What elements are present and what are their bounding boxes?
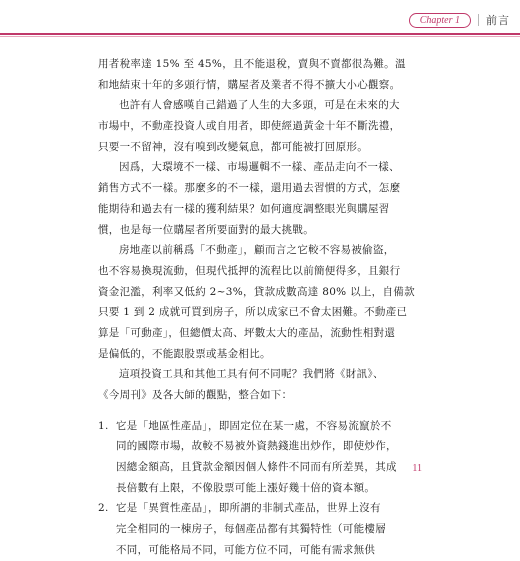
header-rule-thin: [0, 36, 520, 37]
text-line: 市場中，不動產投資人或自用者，即使經過黃金十年不斷洗禮，: [98, 120, 401, 133]
list-item: [98, 416, 423, 499]
header-divider: [478, 14, 479, 26]
body-text: [98, 54, 423, 561]
text-line: 銷售方式不一樣。那麼多的不一樣，還用過去習慣的方式，怎麼: [98, 182, 401, 195]
text-line: 也許有人會感嘆自己錯過了人生的大多頭，可是在未來的大: [119, 99, 400, 112]
text-line: 它是「地區性產品」，即固定位在某一處，不容易流竄於不: [116, 419, 392, 432]
running-header: [332, 10, 510, 30]
paragraph: [98, 240, 423, 364]
list-item: [98, 498, 423, 560]
paragraph: [98, 157, 423, 240]
text-line: 同的國際市場，故較不易被外資熱錢進出炒作，即使炒作，: [116, 440, 397, 453]
text-line: 完全相同的一棟房子，每個產品都有其獨特性（可能樓層: [116, 523, 386, 536]
text-line: 長倍數有上限，不像股票可能上漲好幾十倍的資本額。: [116, 481, 376, 494]
text-line: 和地結束十年的多頭行情，購屋者及業者不得不擴大小心觀察。: [98, 78, 401, 91]
text-line: 不同，可能格局不同，可能方位不同，可能有需求無供: [116, 543, 376, 556]
list-spacer: [98, 406, 423, 416]
text-line: 用者稅率達 15% 至 45%，且不能退稅，賣與不賣都很為難。溫: [98, 58, 406, 70]
text-line: 因爲，大環境不一樣、市場邏輯不一樣、產品走向不一樣、: [119, 161, 400, 174]
text-line: 也不容易換現流動，但現代抵押的流程比以前簡便得多，且銀行: [98, 264, 401, 277]
list-number: 1.: [98, 419, 109, 432]
text-line: 《今周刊》及各大師的觀點，整合如下：: [98, 389, 293, 401]
text-line: 因總金額高，且貸款金額因個人條件不同而有所差異，其成: [116, 461, 397, 474]
text-line: 房地產以前稱爲「不動產」，顧而言之它較不容易被偷盜，: [119, 244, 395, 257]
section-title: 前言: [486, 14, 510, 27]
text-line: 算是「可動產」，但總價太高、坪數太大的產品，流動性相對還: [98, 326, 396, 339]
list-number: 2.: [98, 502, 109, 515]
text-line: 慣，也是每一位購屋者所要面對的最大挑戰。: [98, 223, 314, 236]
paragraph: [98, 364, 423, 405]
text-line: 只要一不留神，沒有嗅到改變氣息，都可能被打回原形。: [98, 140, 368, 153]
text-line: 資金氾濫，利率又低約 2~3%，貸款成數高達 80% 以上，自備款: [98, 285, 415, 298]
paragraph: [98, 95, 423, 157]
text-line: 能期待和過去有一樣的獲利結果？如何適度調整眼光與購屋習: [98, 202, 390, 215]
text-line: 它是「異質性產品」，即所謂的非制式產品，世界上沒有: [116, 502, 381, 515]
page-number: 11: [412, 463, 422, 474]
text-line: 只要 1 到 2 成就可買到房子，所以成家已不會太困難。不動產已: [98, 306, 408, 319]
chapter-label: Chapter 1: [409, 13, 471, 28]
text-line: 是偏低的，不能跟股票或基金相比。: [98, 347, 271, 360]
paragraph: [98, 54, 423, 95]
header-rule: [0, 33, 520, 35]
text-line: 這項投資工具和其他工具有何不同呢？我們將《財訊》、: [119, 368, 384, 381]
